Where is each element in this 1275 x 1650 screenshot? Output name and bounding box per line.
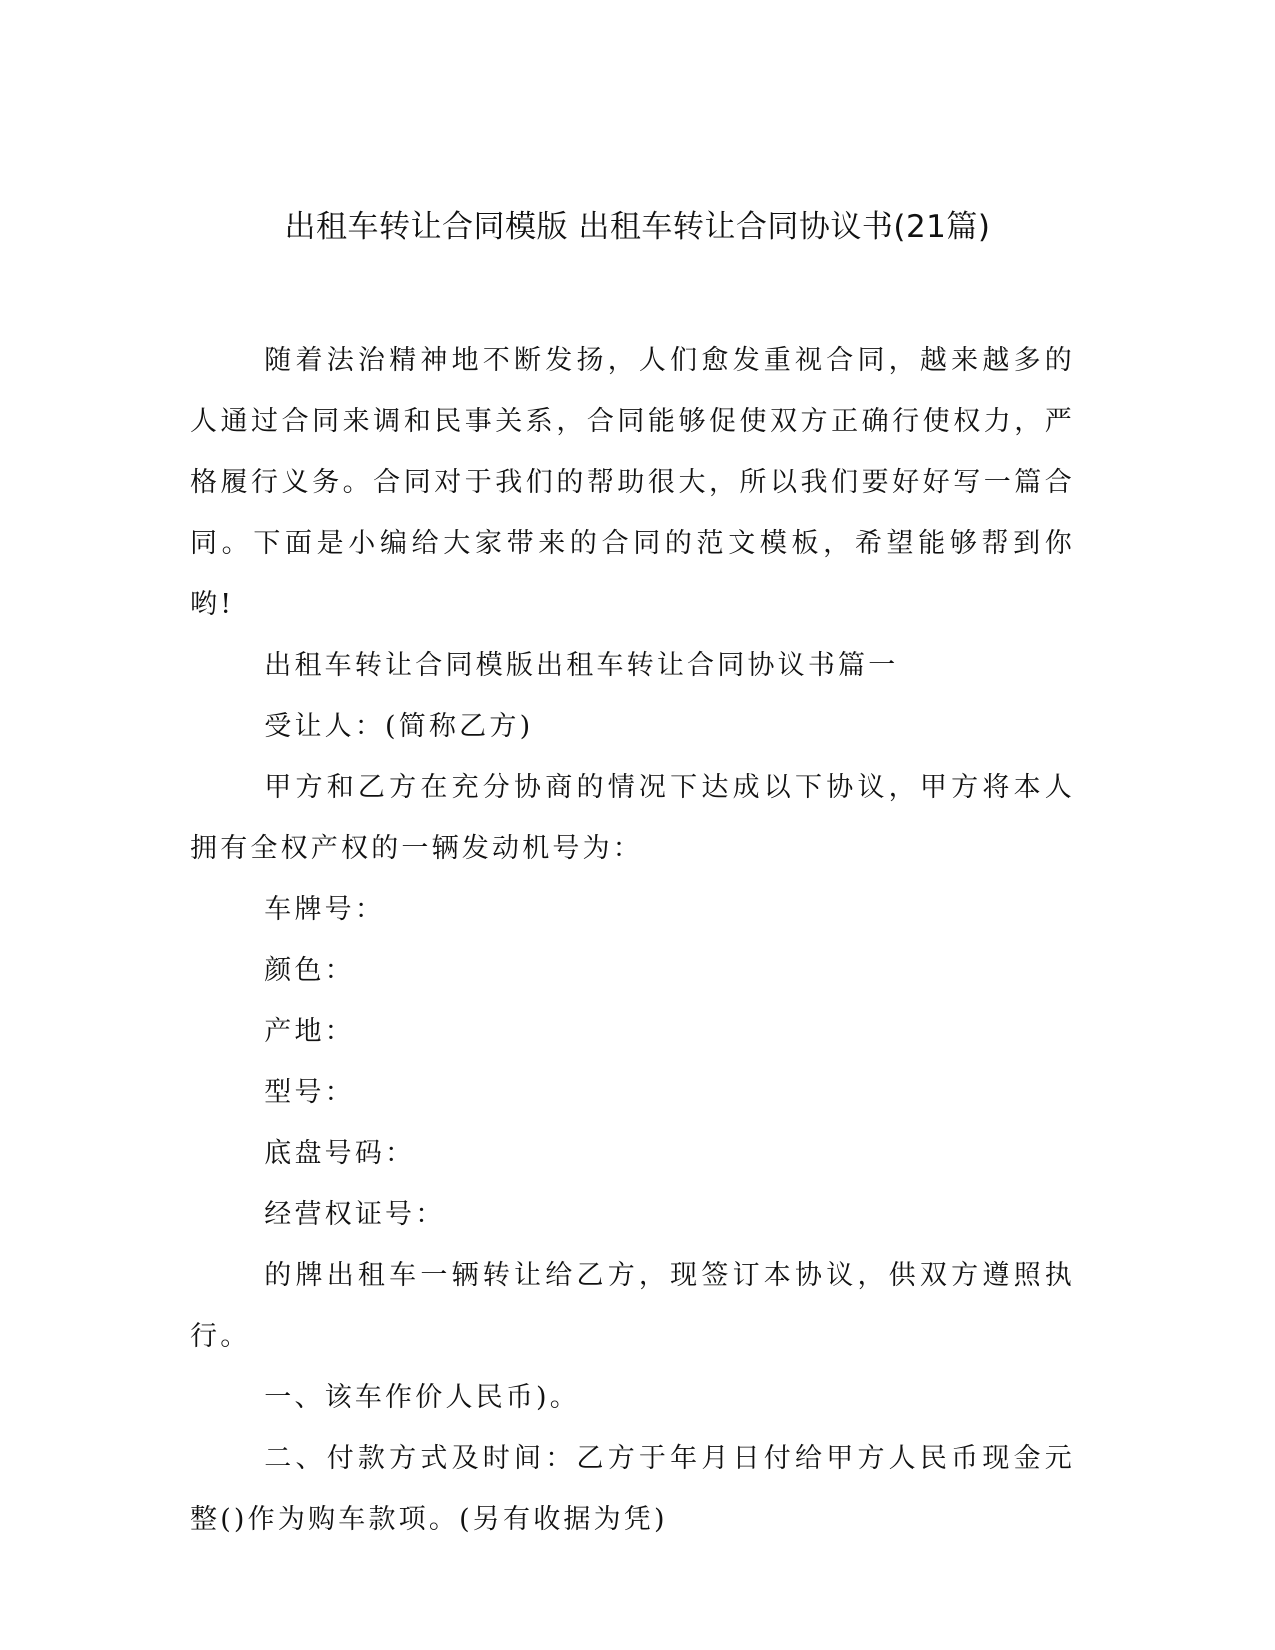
page-title: 出租车转让合同模版 出租车转让合同协议书(21篇) — [284, 209, 991, 245]
clause-1: 一、该车作价人民币)。 — [264, 1382, 580, 1413]
agreement-paragraph: 甲方和乙方在充分协商的情况下达成以下协议，甲方将本人拥有全权产权的一辆发动机号为： — [190, 772, 1075, 864]
model-field: 型号： — [264, 1077, 355, 1108]
plate-number-field: 车牌号： — [264, 894, 386, 925]
chassis-number-field: 底盘号码： — [264, 1138, 416, 1169]
clause-2: 二、付款方式及时间：乙方于年月日付给甲方人民币现金元整()作为购车款项。(另有收据为凭) — [190, 1443, 1075, 1535]
color-field: 颜色： — [264, 955, 355, 986]
section-heading: 出租车转让合同模版出租车转让合同协议书篇一 — [264, 650, 899, 681]
assignee-line: 受让人：(简称乙方) — [264, 711, 534, 742]
origin-field: 产地： — [264, 1016, 355, 1047]
license-number-field: 经营权证号： — [264, 1199, 446, 1230]
transfer-statement: 的牌出租车一辆转让给乙方，现签订本协议，供双方遵照执行。 — [190, 1260, 1075, 1352]
document-body — [190, 330, 1075, 1550]
intro-paragraph: 随着法治精神地不断发扬，人们愈发重视合同，越来越多的人通过合同来调和民事关系，合同能够促使双方正确行使权力，严格履行义务。合同对于我们的帮助很大，所以我们要好好写一篇合同。下面是小编给大家带来的合同的范文模板，希望能够帮到你哟! — [190, 345, 1075, 620]
